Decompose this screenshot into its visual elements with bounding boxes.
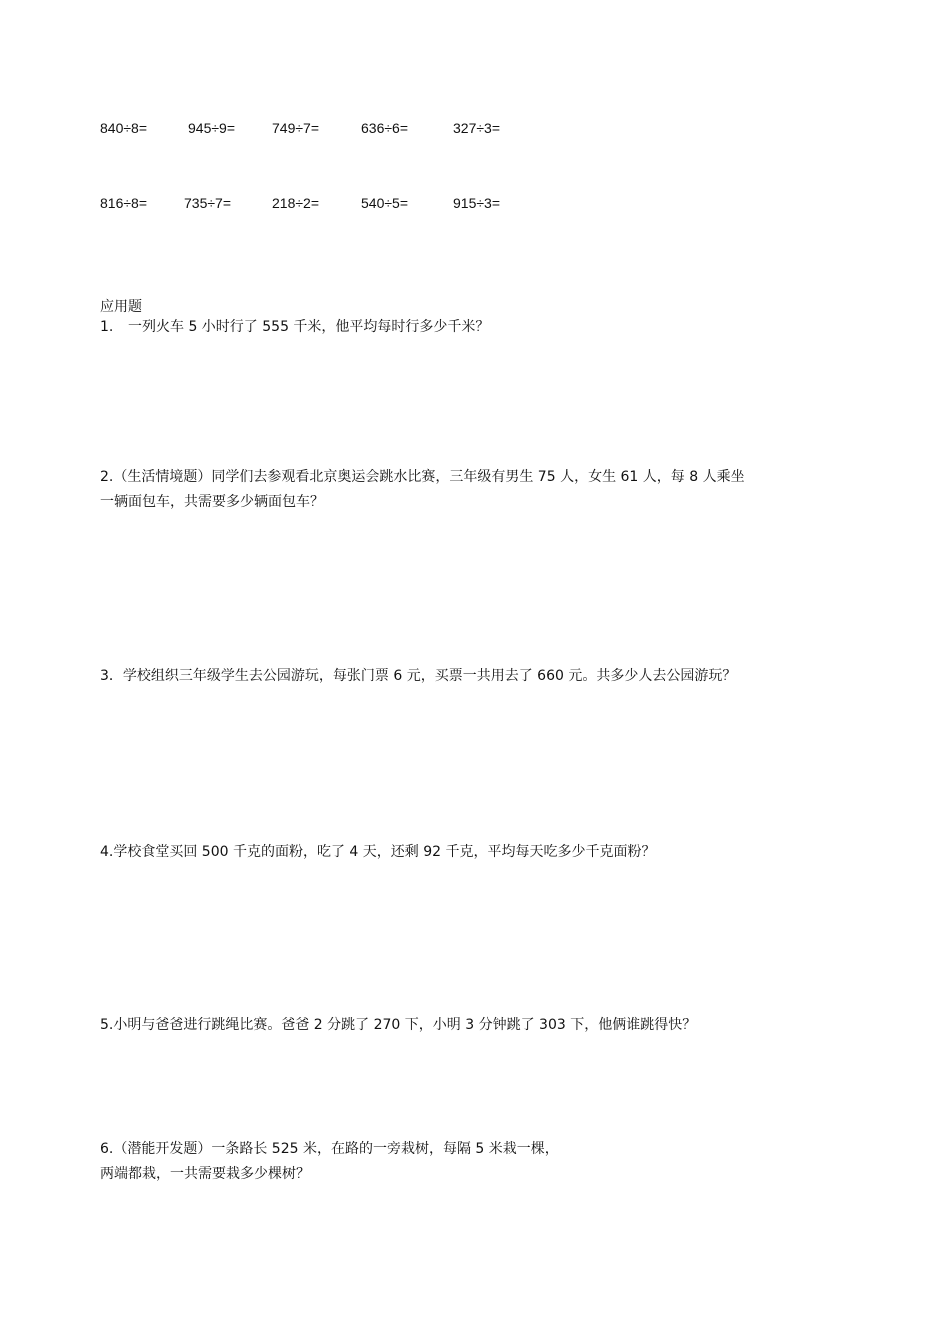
problem-line — [100, 315, 860, 340]
problem-6 — [100, 1137, 860, 1187]
calculation-item: 327÷3= — [453, 120, 501, 136]
calculation-item: 915÷3= — [453, 195, 501, 211]
problem-text: 两端都栽，一共需要栽多少棵树？ — [100, 1166, 310, 1182]
problem-text: 3．学校组织三年级学生去公园游玩，每张门票 6 元，买票一共用去了 660 元。共多少人去公园游玩？ — [100, 668, 737, 684]
calculation-item: 636÷6= — [361, 120, 409, 136]
problem-text: 6.（潜能开发题）一条路长 525 米，在路的一旁栽树，每隔 5 米栽一棵， — [100, 1141, 559, 1157]
problem-3 — [100, 664, 860, 689]
problem-text: 一辆面包车，共需要多少辆面包车？ — [100, 494, 324, 510]
problem-text: 5.小明与爸爸进行跳绳比赛。爸爸 2 分跳了 270 下，小明 3 分钟跳了 303 下，他俩谁跳得快？ — [100, 1017, 697, 1033]
calculation-row-2 — [100, 195, 860, 215]
calculation-item: 749÷7= — [272, 120, 320, 136]
problem-text: 4.学校食堂买回 500 千克的面粉，吃了 4 天，还剩 92 千克，平均每天吃多少千克面粉？ — [100, 844, 656, 860]
calculation-item: 540÷5= — [361, 195, 409, 211]
calculation-row-1 — [100, 120, 860, 140]
calculation-item: 218÷2= — [272, 195, 320, 211]
problem-1 — [100, 315, 860, 340]
problem-number: 1. — [100, 319, 114, 335]
calculation-item: 816÷8= — [100, 195, 148, 211]
problem-5 — [100, 1013, 860, 1038]
calculation-item: 945÷9= — [188, 120, 236, 136]
calculation-item: 735÷7= — [184, 195, 232, 211]
problem-4 — [100, 840, 860, 865]
problem-text: 2.（生活情境题）同学们去参观看北京奥运会跳水比赛，三年级有男生 75 人，女生 61 人，每 8 人乘坐 — [100, 469, 745, 485]
calculation-item: 840÷8= — [100, 120, 148, 136]
section-title: 应用题 — [100, 299, 142, 315]
problem-text: 一列火车 5 小时行了 555 千米，他平均每时行多少千米？ — [128, 319, 490, 335]
problem-2 — [100, 465, 860, 515]
